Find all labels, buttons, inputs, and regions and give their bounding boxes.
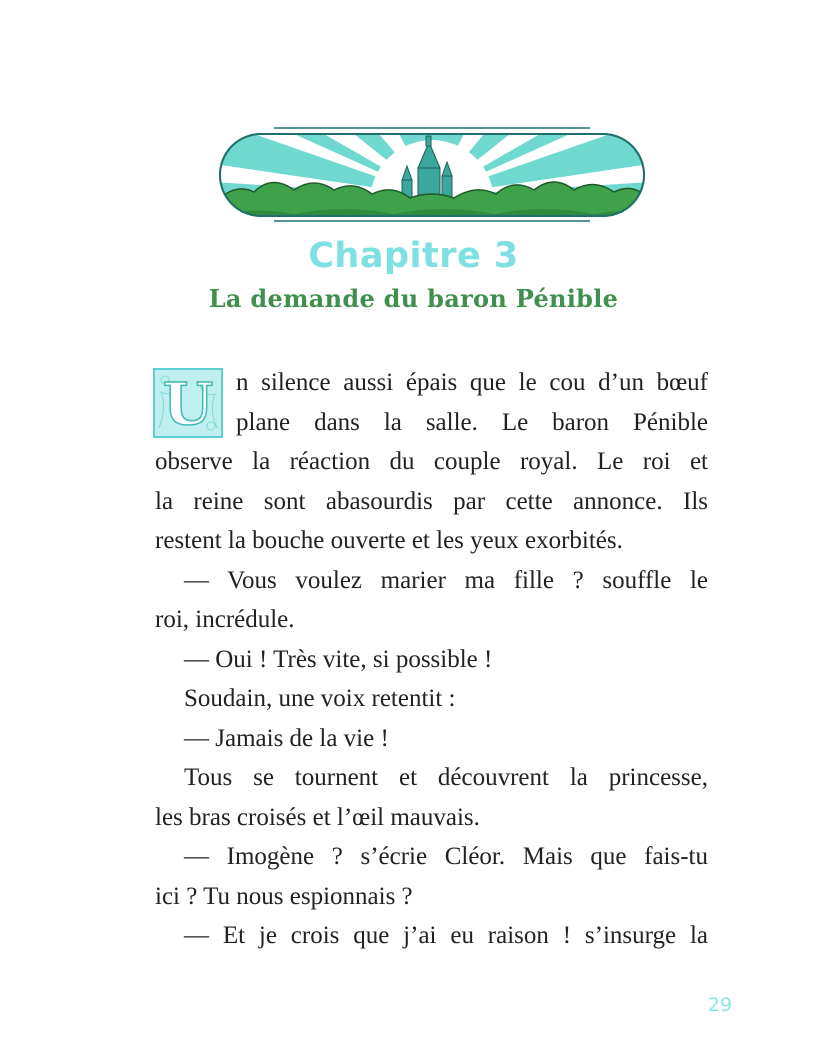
page-number: 29 [707,994,733,1016]
castle-banner-illustration [214,124,650,224]
text-line: Tous se tournent et découvrent la princesse, [184,764,708,791]
chapter-number: Chapitre 3 [308,236,519,276]
text-line: ici ? Tu nous espionnais ? [155,882,413,910]
text-line: — Oui ! Très vite, si possible ! [184,645,493,673]
text-line: — Imogène ? s’écrie Cléor. Mais que fais-tu [184,843,708,870]
dropcap-letter: U [162,370,214,438]
text-line: restent la bouche ouverte et les yeux exorbités. [155,527,623,554]
text-line: Soudain, une voix retentit : [184,685,456,712]
text-line: n silence aussi épais que le cou d’un bœuf [236,369,708,396]
text-line: observe la réaction du couple royal. Le roi et [155,448,708,475]
chapter-title: La demande du baron Pénible [208,284,619,313]
text-line: — Et je crois que j’ai eu raison ! s’insurge la [184,922,708,949]
text-line: les bras croisés et l’œil mauvais. [155,803,480,831]
body-text [155,363,708,956]
text-line: — Jamais de la vie ! [184,724,389,752]
text-line: roi, incrédule. [155,606,295,633]
text-line: — Vous voulez marier ma fille ? souffle le [184,566,708,594]
text-line: plane dans la salle. Le baron Pénible [236,408,708,436]
text-line: la reine sont abasourdis par cette annonce. Ils [155,487,708,515]
